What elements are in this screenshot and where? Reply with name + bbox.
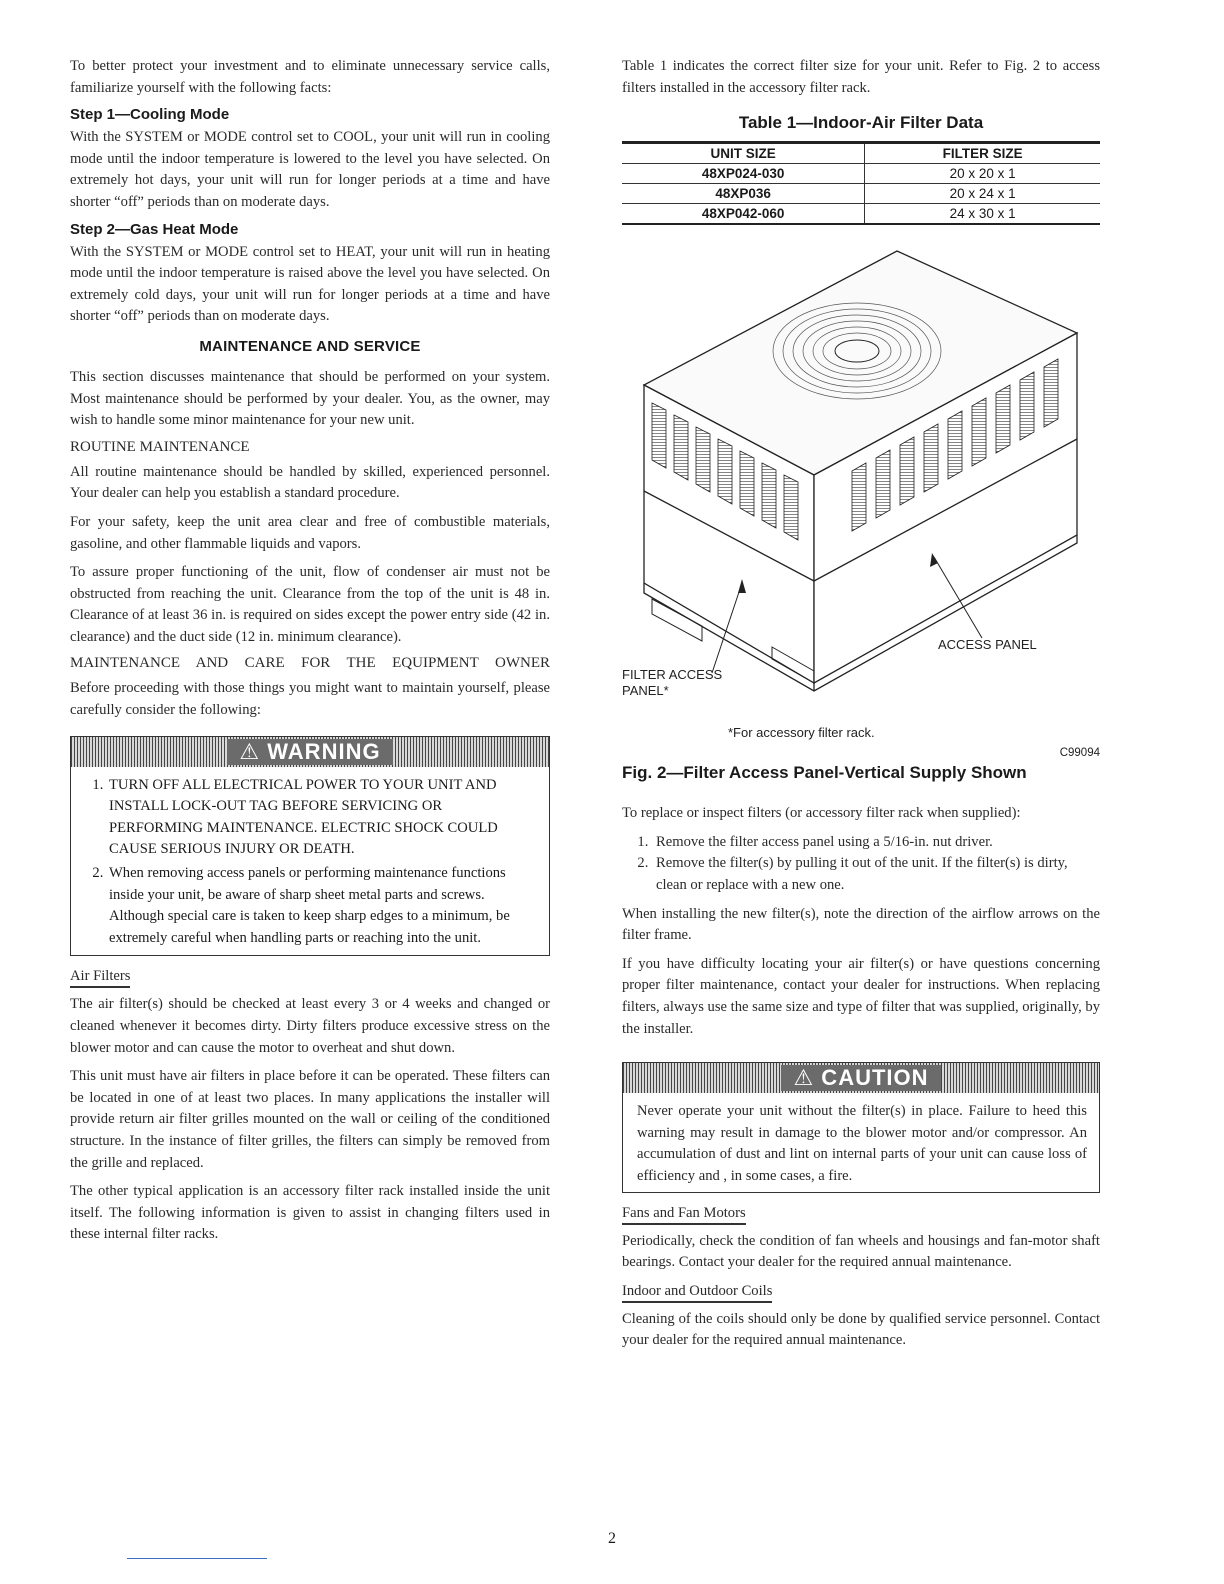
routine-p1: All routine maintenance should be handled by skilled, experienced personnel. Your dealer can help you establish a standard procedure. [70,463,550,502]
warning-list [85,775,537,950]
filters-p3: The other typical application is an accessory filter rack installed inside the unit itself. The following information is given to assist in changing filters used in these internal filter racks. [70,1183,550,1243]
table-row [622,204,1100,225]
footer-rule [127,1558,267,1559]
warning-title: ⚠ WARNING [227,739,392,765]
table-title: Table 1—Indoor-Air Filter Data [738,113,984,133]
air-filters-heading: Air Filters [70,968,130,988]
filters-p1: The air filter(s) should be checked at least every 3 or 4 weeks and changed or cleaned whenever it becomes dirty. Dirty filters produce excessive stress on the blower motor and can cause the motor to overheat and shut down. [70,996,550,1056]
step1-text: With the SYSTEM or MODE control set to COOL, your unit will run in cooling mode until the indoor temperature is lowered to the level you have selected. On extremely hot days, your unit will run for longer periods at a time and have shorter “off” periods than on moderate days. [70,129,550,210]
replace-step: 2. Remove the filter(s) by pulling it out of the unit. If the filter(s) is dirty, clean or replace with a new one. [652,853,1100,896]
caution-title: ⚠ CAUTION [781,1065,940,1091]
routine-p3: To assure proper functioning of the unit, flow of condenser air must not be obstructed from reaching the unit. Clearance from the top of the unit is 48 in. Clearance of at least 36 in. is required on sides except the power entry side (42 in. clearance) and the duct side (12 in. minimum clearance). [70,564,550,645]
caution-box [622,1062,1100,1192]
step2-text: With the SYSTEM or MODE control set to HEAT, your unit will run in heating mode until the indoor temperature is raised above the level you have selected. On extremely cold days, your unit will run for longer periods at a time and have shorter “off” periods than on moderate days. [70,243,550,325]
table-row [622,164,1100,184]
table-cell: 24 x 30 x 1 [865,204,1100,225]
intro-paragraph: To better protect your investment and to eliminate unnecessary service calls, familiarize yourself with the following facts: [70,58,550,96]
fans-text: Periodically, check the condition of fan wheels and housings and fan-motor shaft bearings. Contact your dealer for the required annual maintenance. [622,1232,1100,1271]
step1-heading: Step 1—Cooling Mode [70,106,230,124]
warning-box [70,736,550,957]
owner-text: Before proceeding with those things you might want to maintain yourself, please carefully consider the following: [70,680,550,719]
table-intro: Table 1 indicates the correct filter size for your unit. Refer to Fig. 2 to access filters installed in the accessory filter rack. [622,58,1100,96]
table-header: FILTER SIZE [865,143,1100,164]
fans-heading: Fans and Fan Motors [622,1205,746,1225]
routine-heading: ROUTINE MAINTENANCE [70,438,250,455]
coils-heading: Indoor and Outdoor Coils [622,1283,772,1303]
replace-p1: When installing the new filter(s), note the direction of the airflow arrows on the filter frame. [622,905,1100,944]
warning-title-bar [71,737,549,767]
table-cell: 48XP036 [715,186,771,202]
table-cell: 48XP042-060 [701,206,785,222]
unit-figure [622,243,1100,763]
coils-text: Cleaning of the coils should only be done by qualified service personnel. Contact your dealer for the required annual maintenance. [622,1310,1100,1349]
right-column [622,56,1100,1359]
table-cell: 48XP024-030 [701,166,785,182]
step2-heading: Step 2—Gas Heat Mode [70,220,239,238]
warning-item: 1. TURN OFF ALL ELECTRICAL POWER TO YOUR UNIT AND INSTALL LOCK-OUT TAG BEFORE SERVICING OR PERFORMING MAINTENANCE. ELECTRIC SHOCK COULD CAUSE SERIOUS INJURY OR DEATH. [107,775,537,861]
owner-heading: MAINTENANCE AND CARE FOR THE EQUIPMENT OWNER [70,655,550,672]
access-panel-label: ACCESS PANEL [938,637,1037,653]
table-cell: 20 x 20 x 1 [865,164,1100,184]
filters-p2: This unit must have air filters in place before it can be operated. These filters can be located in one of at least two places. In many applications the installer will provide return air filter grilles mounted on the wall or ceiling of the conditioned structure. In the instance of filter grilles, the filters can simply be removed from the grille and replaced. [70,1068,550,1171]
table-header: UNIT SIZE [710,146,776,162]
figure-code: C99094 [1059,747,1100,760]
table-row [622,184,1100,204]
page-number: 2 [608,1530,616,1547]
filter-access-label-2: PANEL* [622,683,669,699]
replace-p2: If you have difficulty locating your air filter(s) or have questions concerning proper filter maintenance, contact your dealer for instructions. When replacing filters, always use the same size and type of filter that was supplied, originally, by the installer. [622,955,1100,1037]
figure-caption: Fig. 2—Filter Access Panel-Vertical Supply Shown [622,763,1027,783]
filter-data-table [622,141,1100,225]
routine-p2: For your safety, keep the unit area clear and free of combustible materials, gasoline, and other flammable liquids and vapors. [70,513,550,552]
filter-access-label: FILTER ACCESS [622,667,723,683]
table-cell: 20 x 24 x 1 [865,184,1100,204]
maintenance-text: This section discusses maintenance that should be performed on your system. Most maintenance should be performed by your dealer. You, as the owner, may wish to handle some minor maintenance for your new unit. [70,368,550,429]
caution-text: Never operate your unit without the filter(s) in place. Failure to heed this warning may result in damage to the blower motor and/or compressor. An accumulation of dust and lint on internal parts of your unit can cause loss of efficiency and , in some cases, a fire. [637,1103,1087,1184]
figure-footnote: *For accessory filter rack. [728,725,875,741]
caution-title-bar [623,1063,1099,1093]
warning-item: 2. When removing access panels or performing maintenance functions inside your unit, be aware of sharp sheet metal parts and screws. Although special care is taken to keep sharp edges to a minimum, be extremely careful when handling parts or reaching into the unit. [107,863,537,949]
replace-step: 1. Remove the filter access panel using a 5/16-in. nut driver. [652,832,1100,854]
replace-intro: To replace or inspect filters (or accessory filter rack when supplied): [622,805,1021,822]
left-column [70,56,550,1253]
maintenance-heading: MAINTENANCE AND SERVICE [199,337,421,355]
replace-steps [622,832,1100,897]
